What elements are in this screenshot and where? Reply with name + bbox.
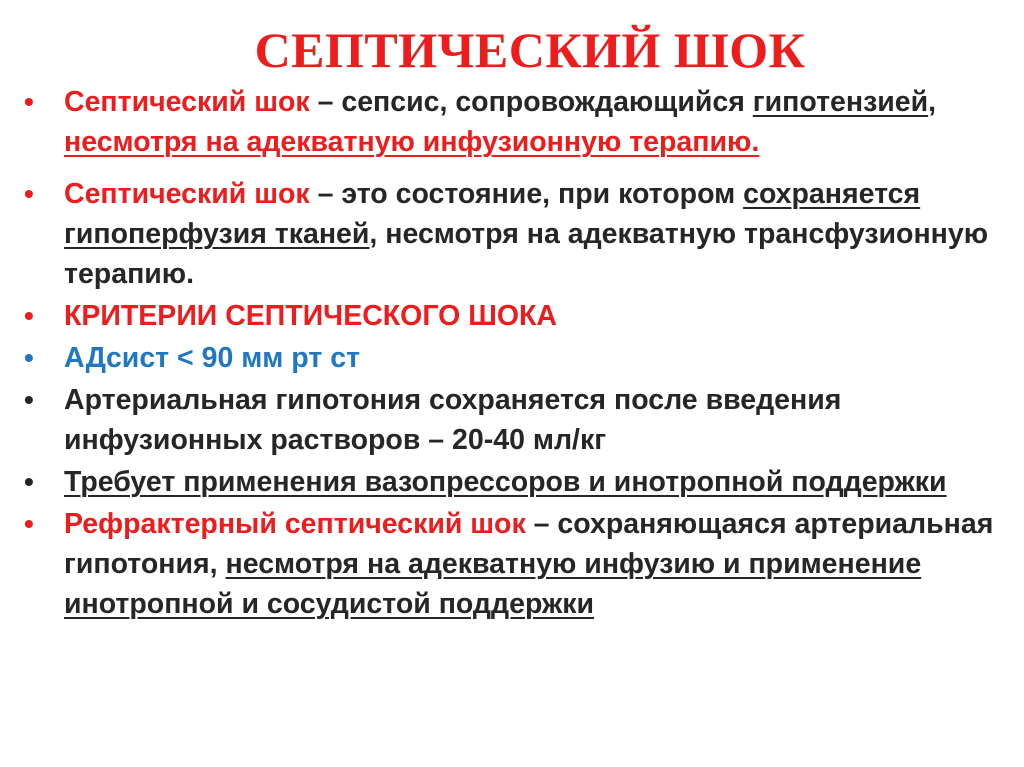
list-item-hypotension	[24, 380, 1014, 460]
bullet-icon: •	[24, 342, 34, 373]
term-refractory-shock: Рефрактерный септический шок	[64, 508, 526, 540]
underlined-refractory-condition: несмотря на адекватную инфузию и применение инотропной и сосудистой поддержки	[64, 548, 922, 620]
list-item-definition-2	[24, 174, 1014, 294]
bullet-icon: •	[24, 384, 34, 415]
bullet-icon: •	[24, 508, 34, 539]
slide-title: СЕПТИЧЕСКИЙ ШОК	[254, 22, 806, 78]
blood-pressure-criterion: АДсист < 90 мм рт ст	[64, 342, 361, 374]
list-item-definition-1	[24, 82, 1014, 162]
bullet-icon: •	[24, 300, 34, 331]
list-item-criteria-heading	[24, 296, 1014, 336]
list-item-refractory	[24, 504, 1014, 624]
underlined-term-hypotension: гипотензией	[752, 86, 929, 118]
separator-text: ,	[928, 86, 937, 118]
term-septic-shock: Септический шок	[64, 86, 310, 118]
criteria-heading: КРИТЕРИИ СЕПТИЧЕСКОГО ШОКА	[64, 300, 558, 332]
vasopressors-criterion: Требует применения вазопрессоров и инотропной поддержки	[64, 466, 947, 498]
definition-text: – сепсис, сопровождающийся	[309, 86, 753, 118]
list-item-vasopressors	[24, 462, 1014, 502]
term-septic-shock: Септический шок	[64, 178, 310, 210]
definition-text: – это состояние, при котором	[309, 178, 744, 210]
bullet-list	[24, 82, 1014, 624]
definition-text-end: , несмотря на адекватную трансфузионную терапию.	[64, 218, 989, 290]
list-item-blood-pressure	[24, 338, 1014, 378]
hypotension-criterion: Артериальная гипотония сохраняется после введения инфузионных растворов – 20-40 мл/кг	[64, 384, 842, 456]
underlined-infusion-therapy: несмотря на адекватную инфузионную терапию.	[64, 126, 760, 158]
bullet-icon: •	[24, 466, 34, 497]
bullet-icon: •	[24, 178, 34, 209]
bullet-icon: •	[24, 86, 34, 117]
refractory-text: – сохраняющаяся артериальная гипотония,	[64, 508, 994, 580]
underlined-tissue-hypoperfusion: сохраняется гипоперфузия тканей	[64, 178, 921, 250]
